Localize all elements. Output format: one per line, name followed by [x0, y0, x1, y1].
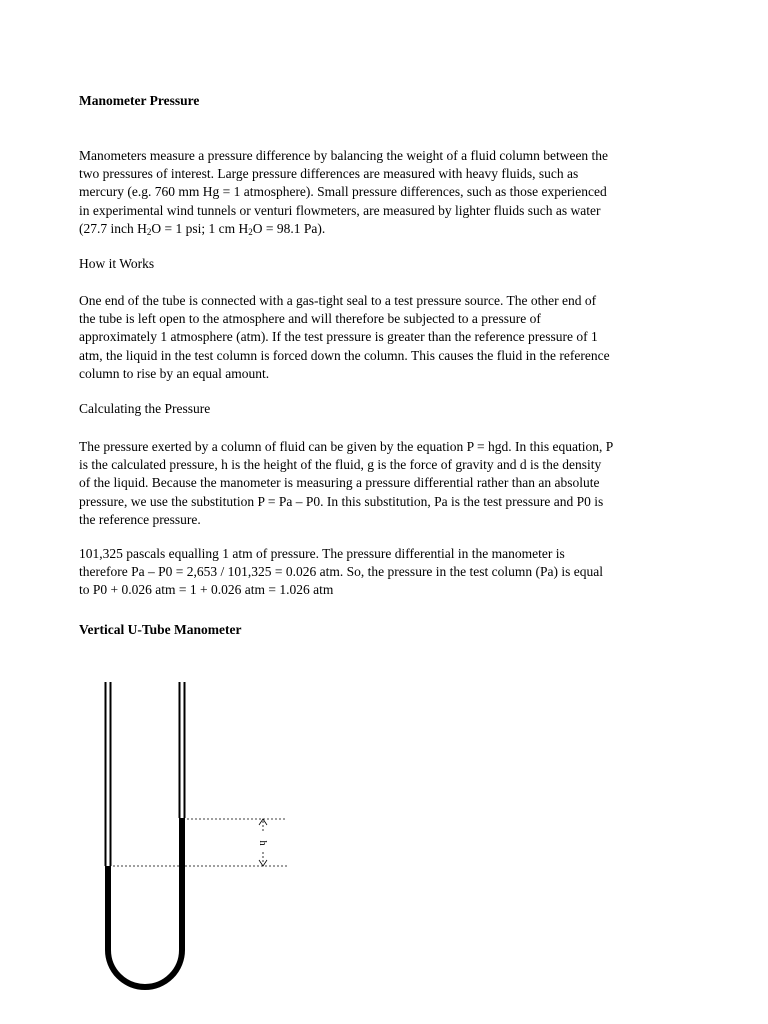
intro-paragraph	[79, 147, 691, 238]
subscript: 2	[146, 226, 152, 237]
liquid-column	[108, 818, 182, 987]
section-heading-how-it-works: How it Works	[79, 256, 155, 271]
paragraph-line: approximately 1 atmosphere (atm). If the test pressure is greater than the reference pressure of 1	[79, 329, 598, 345]
intro-line: two pressures of interest. Large pressure differences are measured with heavy fluids, such as	[79, 166, 579, 182]
paragraph-line: atm, the liquid in the test column is forced down the column. This causes the fluid in the reference	[79, 347, 610, 363]
paragraph-line: therefore Pa – P0 = 2,653 / 101,325 = 0.026 atm. So, the pressure in the test column (Pa) is equal	[79, 564, 604, 580]
paragraph-line: of the liquid. Because the manometer is measuring a pressure differential rather than an absolute	[79, 475, 600, 491]
intro-line: in experimental wind tunnels or venturi flowmeters, are measured by lighter fluids such as water	[79, 202, 601, 218]
subscript: 2	[248, 226, 253, 237]
height-label: h	[257, 840, 268, 846]
u-tube-manometer-diagram	[95, 675, 305, 995]
figure-heading: Vertical U-Tube Manometer	[79, 622, 242, 637]
text-run: O = 98.1 Pa).	[252, 220, 326, 236]
paragraph-line: One end of the tube is connected with a gas-tight seal to a test pressure source. The other end of	[79, 293, 597, 308]
text-run: O = 1 psi; 1 cm H	[151, 220, 249, 236]
how-it-works-paragraph	[79, 292, 691, 383]
paragraph-line: to P0 + 0.026 atm = 1 + 0.026 atm = 1.026 atm	[79, 582, 334, 598]
paragraph-line: the tube is left open to the atmosphere and will therefore be subjected to a pressure of	[79, 311, 541, 327]
calculating-paragraph	[79, 438, 691, 529]
intro-line-units	[79, 220, 691, 238]
paragraph-line: pressure, we use the substitution P = Pa – P0. In this substitution, Pa is the test pressure and P0 is	[79, 493, 604, 509]
section-heading-calculating: Calculating the Pressure	[79, 401, 211, 416]
paragraph-line: column to rise by an equal amount.	[79, 365, 270, 381]
text-run: (27.7 inch H	[79, 220, 147, 236]
paragraph-line: The pressure exerted by a column of fluid can be given by the equation P = hgd. In this equation, P	[79, 439, 614, 454]
u-tube-svg	[95, 675, 305, 995]
example-paragraph	[79, 545, 691, 600]
paragraph-line: the reference pressure.	[79, 511, 201, 527]
intro-line: mercury (e.g. 760 mm Hg = 1 atmosphere). Small pressure differences, such as those experienced	[79, 184, 607, 200]
intro-line: Manometers measure a pressure difference by balancing the weight of a fluid column between the	[79, 148, 609, 163]
paragraph-line: is the calculated pressure, h is the height of the fluid, g is the force of gravity and d is the density	[79, 457, 602, 473]
page-title: Manometer Pressure	[79, 93, 200, 108]
paragraph-line: 101,325 pascals equalling 1 atm of pressure. The pressure differential in the manometer is	[79, 546, 565, 561]
